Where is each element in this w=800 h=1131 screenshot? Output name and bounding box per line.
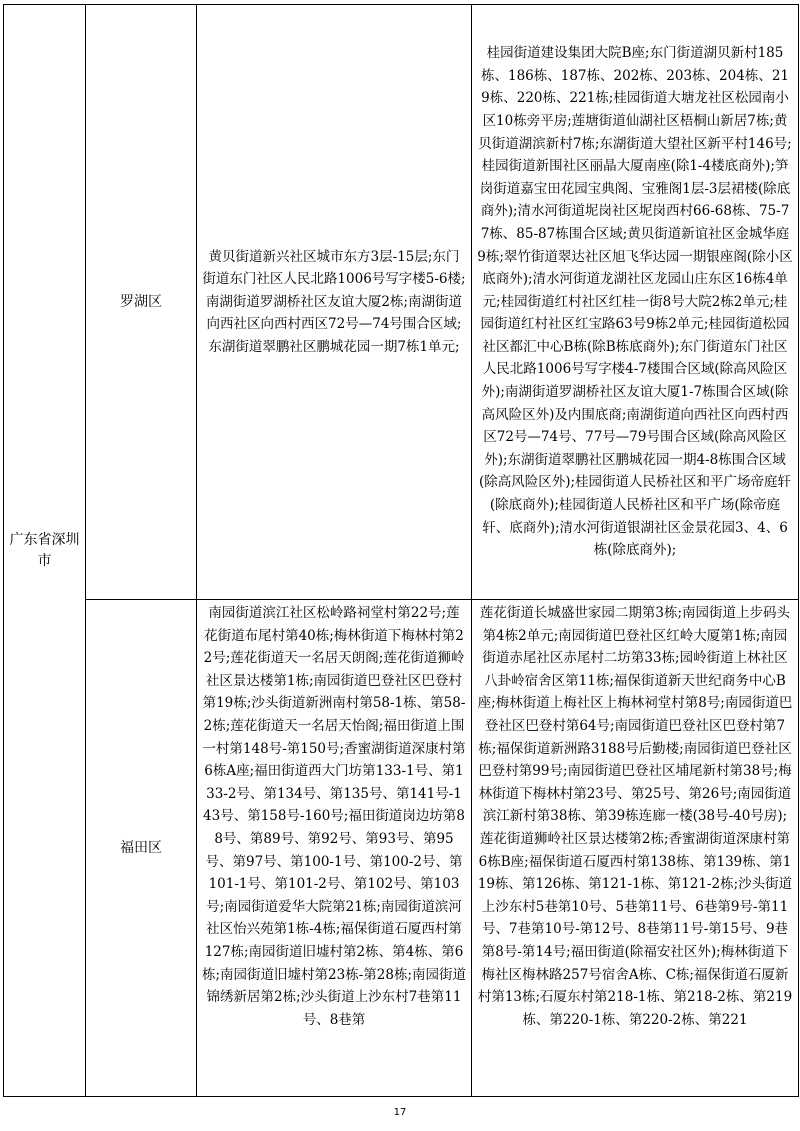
table-row bbox=[4, 5, 799, 600]
high-risk-area-cell: 黄贝街道新兴社区城市东方3层-15层;东门街道东门社区人民北路1006号写字楼5-6楼;南湖街道罗湖桥社区友谊大厦2栋;南湖街道向西社区向西村西区72号—74号围合区域;东湖街道翠鹏社区鹏城花园一期7栋1单元; bbox=[197, 5, 472, 600]
medium-risk-area-cell: 莲花街道长城盛世家园二期第3栋;南园街道上步码头第4栋2单元;南园街道巴登社区红岭大厦第1栋;南园街道赤尾社区赤尾村二坊第33栋;园岭街道上林社区八卦岭宿舍区第11栋;福保街道新天世纪商务中心B座;梅林街道上梅社区上梅林祠堂村第8号;南园街道巴登社区巴登村第64号;南园街道巴登社区巴登村第7栋;福保街道新洲路3188号后勤楼;南园街道巴登社区巴登村第99号;南园街道巴登社区埔尾新村第38号;梅林街道下梅林村第23号、第25号、第26号;南园街道滨江新村第38栋、第39栋连廊一楼(38号-40号房);莲花街道狮岭社区景达楼第2栋;香蜜湖街道深康村第6栋B座;福保街道石厦西村第138栋、第139栋、第119栋、第126栋、第121-1栋、第121-2栋;沙头街道上沙东村5巷第10号、5巷第11号、6巷第9号-第11号、7巷第10号-第12号、8巷第11号-第15号、9巷第8号-第14号;福田街道(除福安社区外);梅林街道下梅社区梅林路257号宿舍A栋、C栋;福保街道石厦新村第13栋;石厦东村第218-1栋、第218-2栋、第219栋、第220-1栋、第220-2栋、第221 bbox=[472, 600, 799, 1097]
risk-area-table bbox=[3, 4, 799, 1097]
table-row bbox=[4, 600, 799, 1097]
page-number: 17 bbox=[393, 1107, 407, 1118]
district-cell: 福田区 bbox=[86, 600, 197, 1097]
high-risk-area-cell: 南园街道滨江社区松岭路祠堂村第22号;莲花街道布尾村第40栋;梅林街道下梅林村第22号;莲花街道天一名居天朗阁;莲花街道狮岭社区景达楼第1栋;南园街道巴登社区巴登村第19栋;沙头街道新洲南村第58-1栋、第58-2栋;莲花街道天一名居天怡阁;福田街道上围一村第148号-第150号;香蜜湖街道深康村第6栋A座;福田街道西大门坊第133-1号、第133-2号、第134号、第135号、第141号-143号、第158号-160号;福田街道岗边坊第88号、第89号、第92号、第93号、第95号、第97号、第100-1号、第100-2号、第101-1号、第101-2号、第102号、第103号;南园街道爱华大院第21栋;南园街道滨河社区怡兴苑第1栋-4栋;福保街道石厦西村第127栋;南园街道旧墟村第2栋、第4栋、第6栋;南园街道旧墟村第23栋-第28栋;南园街道锦绣新居第2栋;沙头街道上沙东村7巷第11号、8巷第 bbox=[197, 600, 472, 1097]
medium-risk-area-cell: 桂园街道建设集团大院B座;东门街道湖贝新村185栋、186栋、187栋、202栋、203栋、204栋、219栋、220栋、221栋;桂园街道大塘龙社区松园南小区10栋旁平房;莲塘街道仙湖社区梧桐山新居7栋;黄贝街道湖滨新村7栋;东湖街道大望社区新平村146号;桂园街道新围社区丽晶大厦南座(除1-4楼底商外);笋岗街道嘉宝田花园宝典阁、宝雅阁1层-3层裙楼(除底商外);清水河街道坭岗社区坭岗西村66-68栋、75-77栋、85-87栋围合区域;黄贝街道新谊社区金城华庭9栋;翠竹街道翠达社区旭飞华达园一期银座阁(除小区底商外);清水河街道龙湖社区龙园山庄东区16栋4单元;桂园街道红村社区红桂一街8号大院2栋2单元;桂园街道红村社区红宝路63号9栋2单元;桂园街道松园社区都汇中心B栋(除B栋底商外);东门街道东门社区人民北路1006号写字楼4-7楼围合区域(除高风险区外);南湖街道罗湖桥社区友谊大厦1-7栋围合区域(除高风险区外)及内围底商;南湖街道向西社区向西村西区72号—74号、77号—79号围合区域(除高风险区外);东湖街道翠鹏社区鹏城花园一期4-8栋围合区域(除高风险区外);桂园街道人民桥社区和平广场帝庭轩(除底商外);桂园街道人民桥社区和平广场(除帝庭轩、底商外);清水河街道银湖社区金景花园3、4、6栋(除底商外); bbox=[472, 5, 799, 600]
province-city-cell: 广东省深圳市 bbox=[4, 5, 86, 1097]
district-cell: 罗湖区 bbox=[86, 5, 197, 600]
